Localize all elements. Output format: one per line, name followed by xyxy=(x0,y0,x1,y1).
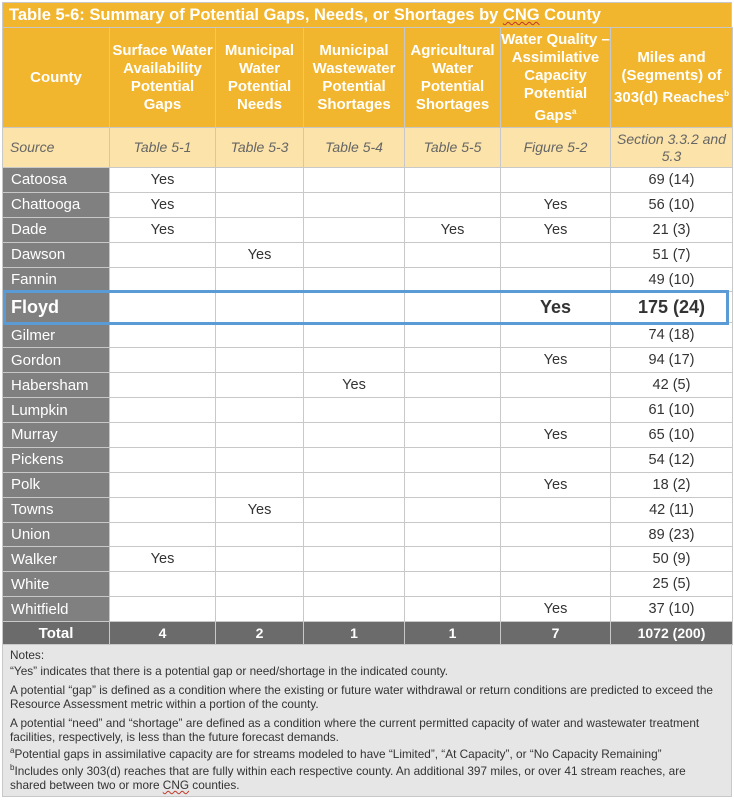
table-cell xyxy=(216,267,304,292)
notes-header: Notes: xyxy=(10,648,45,663)
table-row xyxy=(3,292,733,323)
table-cell: Yes xyxy=(501,472,611,497)
county-name: Gilmer xyxy=(3,323,110,348)
table-cell xyxy=(405,547,501,572)
table-cell: Yes xyxy=(216,497,304,522)
table-cell xyxy=(216,217,304,242)
county-name: White xyxy=(3,572,110,597)
table-cell xyxy=(405,522,501,547)
table-cell xyxy=(216,547,304,572)
table-cell xyxy=(405,447,501,472)
table-cell: Yes xyxy=(216,242,304,267)
table-row xyxy=(3,398,733,423)
notes-section xyxy=(2,645,732,797)
table-row xyxy=(3,242,733,267)
total-cell: 1 xyxy=(304,622,405,645)
table-cell: Yes xyxy=(110,217,216,242)
column-header-6 xyxy=(611,28,733,128)
total-cell: 1 xyxy=(405,622,501,645)
table-cell xyxy=(405,292,501,323)
table-cell xyxy=(216,292,304,323)
county-name: Habersham xyxy=(3,373,110,398)
total-cell: 4 xyxy=(110,622,216,645)
source-cell: Table 5-4 xyxy=(304,128,405,168)
table-cell xyxy=(304,447,405,472)
table-cell xyxy=(216,348,304,373)
county-name: Fannin xyxy=(3,267,110,292)
table-container xyxy=(2,2,732,797)
table-cell xyxy=(304,267,405,292)
county-name: Towns xyxy=(3,497,110,522)
table-cell: Yes xyxy=(501,423,611,448)
table-cell: 175 (24) xyxy=(611,292,733,323)
table-title xyxy=(2,2,732,27)
table-cell xyxy=(501,398,611,423)
table-cell xyxy=(405,572,501,597)
table-cell xyxy=(304,168,405,193)
column-header-1 xyxy=(110,28,216,128)
table-cell xyxy=(216,192,304,217)
table-cell: 37 (10) xyxy=(611,597,733,622)
table-cell xyxy=(110,373,216,398)
table-cell xyxy=(216,323,304,348)
table-cell: 56 (10) xyxy=(611,192,733,217)
table-cell xyxy=(216,447,304,472)
column-header-label: Municipal Wastewater Potential Shortages xyxy=(312,41,396,113)
source-cell: Table 5-5 xyxy=(405,128,501,168)
table-cell xyxy=(405,472,501,497)
county-name: Murray xyxy=(3,423,110,448)
table-cell xyxy=(405,398,501,423)
table-cell: Yes xyxy=(110,192,216,217)
table-cell: Yes xyxy=(501,348,611,373)
table-cell: Yes xyxy=(501,192,611,217)
table-cell: 74 (18) xyxy=(611,323,733,348)
column-header-5 xyxy=(501,28,611,128)
table-cell: 49 (10) xyxy=(611,267,733,292)
table-cell xyxy=(110,242,216,267)
table-cell xyxy=(405,192,501,217)
note-b-cng: CNG xyxy=(162,777,190,792)
table-cell: 18 (2) xyxy=(611,472,733,497)
table-cell xyxy=(405,423,501,448)
table-cell xyxy=(304,398,405,423)
note-b-text: Includes only 303(d) reaches that are fully within each respective county. An additional 397 miles, or over 41 stream reaches, are shared between two or more xyxy=(10,763,686,792)
table-cell xyxy=(405,242,501,267)
table-cell xyxy=(405,597,501,622)
table-cell xyxy=(304,547,405,572)
table-cell xyxy=(501,323,611,348)
table-cell xyxy=(304,242,405,267)
total-cell: 7 xyxy=(501,622,611,645)
county-name: Lumpkin xyxy=(3,398,110,423)
table-row xyxy=(3,192,733,217)
table-cell xyxy=(304,423,405,448)
table-cell xyxy=(216,423,304,448)
note-a-text: Potential gaps in assimilative capacity are for streams modeled to have “Limited”, “At Capacity”, or “No Capacity Remaining” xyxy=(14,747,662,762)
table-row xyxy=(3,373,733,398)
table-cell xyxy=(501,547,611,572)
source-cell: Table 5-1 xyxy=(110,128,216,168)
table-cell: 51 (7) xyxy=(611,242,733,267)
county-name: Walker xyxy=(3,547,110,572)
table-cell: Yes xyxy=(501,292,611,323)
note-need: A potential “need” and “shortage” are defined as a condition where the current permitted capacity of water and wastewater treatment facilities, respectively, is less than the future forecast demands. xyxy=(10,716,700,745)
county-name: Polk xyxy=(3,472,110,497)
county-name: Pickens xyxy=(3,447,110,472)
county-name: Dade xyxy=(3,217,110,242)
table-cell xyxy=(405,168,501,193)
table-cell xyxy=(110,522,216,547)
table-row xyxy=(3,168,733,193)
column-header-footnote-mark: b xyxy=(724,88,729,98)
column-header-label: County xyxy=(30,68,82,86)
table-cell xyxy=(304,217,405,242)
gaps-table xyxy=(2,27,733,645)
note-b-marker: b xyxy=(10,763,15,773)
table-row xyxy=(3,423,733,448)
table-cell xyxy=(110,472,216,497)
table-cell xyxy=(110,267,216,292)
table-cell xyxy=(110,497,216,522)
table-cell: 50 (9) xyxy=(611,547,733,572)
table-cell: 42 (5) xyxy=(611,373,733,398)
source-cell: Figure 5-2 xyxy=(501,128,611,168)
table-cell: Yes xyxy=(501,217,611,242)
county-name: Catoosa xyxy=(3,168,110,193)
column-header-0 xyxy=(3,28,110,128)
table-row xyxy=(3,497,733,522)
table-cell: 69 (14) xyxy=(611,168,733,193)
table-cell xyxy=(304,472,405,497)
county-name: Chattooga xyxy=(3,192,110,217)
county-name: Dawson xyxy=(3,242,110,267)
table-cell xyxy=(304,292,405,323)
column-header-label: Surface Water Availability Potential Gaps xyxy=(112,41,213,113)
table-cell: 94 (17) xyxy=(611,348,733,373)
table-cell: Yes xyxy=(304,373,405,398)
table-row xyxy=(3,267,733,292)
table-cell xyxy=(501,522,611,547)
table-cell: Yes xyxy=(110,168,216,193)
table-cell xyxy=(304,572,405,597)
table-row xyxy=(3,323,733,348)
table-cell xyxy=(501,572,611,597)
table-cell xyxy=(405,323,501,348)
total-row xyxy=(3,622,733,645)
table-cell xyxy=(216,472,304,497)
table-cell xyxy=(110,423,216,448)
table-cell xyxy=(304,192,405,217)
table-cell xyxy=(304,348,405,373)
column-header-label: Water Quality – Assimilative Capacity Potential Gaps xyxy=(501,30,610,124)
table-cell: Yes xyxy=(501,597,611,622)
column-header-4 xyxy=(405,28,501,128)
table-row xyxy=(3,217,733,242)
column-header-2 xyxy=(216,28,304,128)
note-yes: “Yes” indicates that there is a potential gap or need/shortage in the indicated county. xyxy=(10,664,449,679)
table-row xyxy=(3,348,733,373)
table-cell xyxy=(216,572,304,597)
table-cell xyxy=(110,572,216,597)
table-row xyxy=(3,522,733,547)
table-cell: 21 (3) xyxy=(611,217,733,242)
county-name: Union xyxy=(3,522,110,547)
table-row xyxy=(3,547,733,572)
table-row xyxy=(3,472,733,497)
table-cell xyxy=(110,348,216,373)
source-cell: Source xyxy=(3,128,110,168)
table-cell xyxy=(501,168,611,193)
table-row xyxy=(3,447,733,472)
source-cell: Table 5-3 xyxy=(216,128,304,168)
table-cell xyxy=(110,597,216,622)
note-a-marker: a xyxy=(10,746,15,756)
table-cell xyxy=(110,398,216,423)
table-cell xyxy=(501,447,611,472)
header-row xyxy=(3,28,733,128)
table-cell xyxy=(110,447,216,472)
table-cell xyxy=(501,242,611,267)
source-row xyxy=(3,128,733,168)
table-cell xyxy=(304,497,405,522)
table-cell xyxy=(304,323,405,348)
table-title-suffix: County xyxy=(539,6,601,24)
table-cell: 42 (11) xyxy=(611,497,733,522)
county-name: Gordon xyxy=(3,348,110,373)
county-name: Whitfield xyxy=(3,597,110,622)
table-cell xyxy=(405,373,501,398)
table-cell xyxy=(216,522,304,547)
table-title-cng: CNG xyxy=(502,6,540,24)
column-header-footnote-mark: a xyxy=(572,106,577,116)
table-cell: 65 (10) xyxy=(611,423,733,448)
table-row xyxy=(3,597,733,622)
table-cell: 54 (12) xyxy=(611,447,733,472)
table-cell xyxy=(216,168,304,193)
county-name: Floyd xyxy=(3,292,110,323)
note-gap: A potential “gap” is defined as a condition where the existing or future water withdrawal or return conditions are predicted to exceed the Resource Assessment metric within a portion of the county. xyxy=(10,683,713,712)
table-cell: Yes xyxy=(110,547,216,572)
column-header-label: Municipal Water Potential Needs xyxy=(224,41,295,113)
table-cell xyxy=(405,348,501,373)
table-cell xyxy=(501,267,611,292)
total-cell: Total xyxy=(3,622,110,645)
table-row xyxy=(3,572,733,597)
note-b xyxy=(10,761,724,792)
source-cell: Section 3.3.2 and 5.3 xyxy=(611,128,733,168)
column-header-label: Agricultural Water Potential Shortages xyxy=(410,41,495,113)
table-cell xyxy=(501,497,611,522)
table-cell: 61 (10) xyxy=(611,398,733,423)
table-cell: Yes xyxy=(405,217,501,242)
table-cell xyxy=(216,597,304,622)
table-cell xyxy=(405,497,501,522)
note-a xyxy=(10,744,724,761)
table-cell xyxy=(216,398,304,423)
total-cell: 1072 (200) xyxy=(611,622,733,645)
table-cell xyxy=(304,597,405,622)
note-b-text-end: counties. xyxy=(189,777,240,792)
table-cell xyxy=(501,373,611,398)
table-cell xyxy=(110,323,216,348)
table-cell xyxy=(405,267,501,292)
table-cell xyxy=(304,522,405,547)
table-cell xyxy=(216,373,304,398)
table-cell: 25 (5) xyxy=(611,572,733,597)
column-header-label: Miles and (Segments) of 303(d) Reaches xyxy=(614,48,725,106)
table-cell xyxy=(110,292,216,323)
table-cell: 89 (23) xyxy=(611,522,733,547)
table-title-prefix: Table 5-6: Summary of Potential Gaps, Needs, or Shortages by xyxy=(9,6,503,24)
table-body xyxy=(3,168,733,622)
column-header-3 xyxy=(304,28,405,128)
total-cell: 2 xyxy=(216,622,304,645)
